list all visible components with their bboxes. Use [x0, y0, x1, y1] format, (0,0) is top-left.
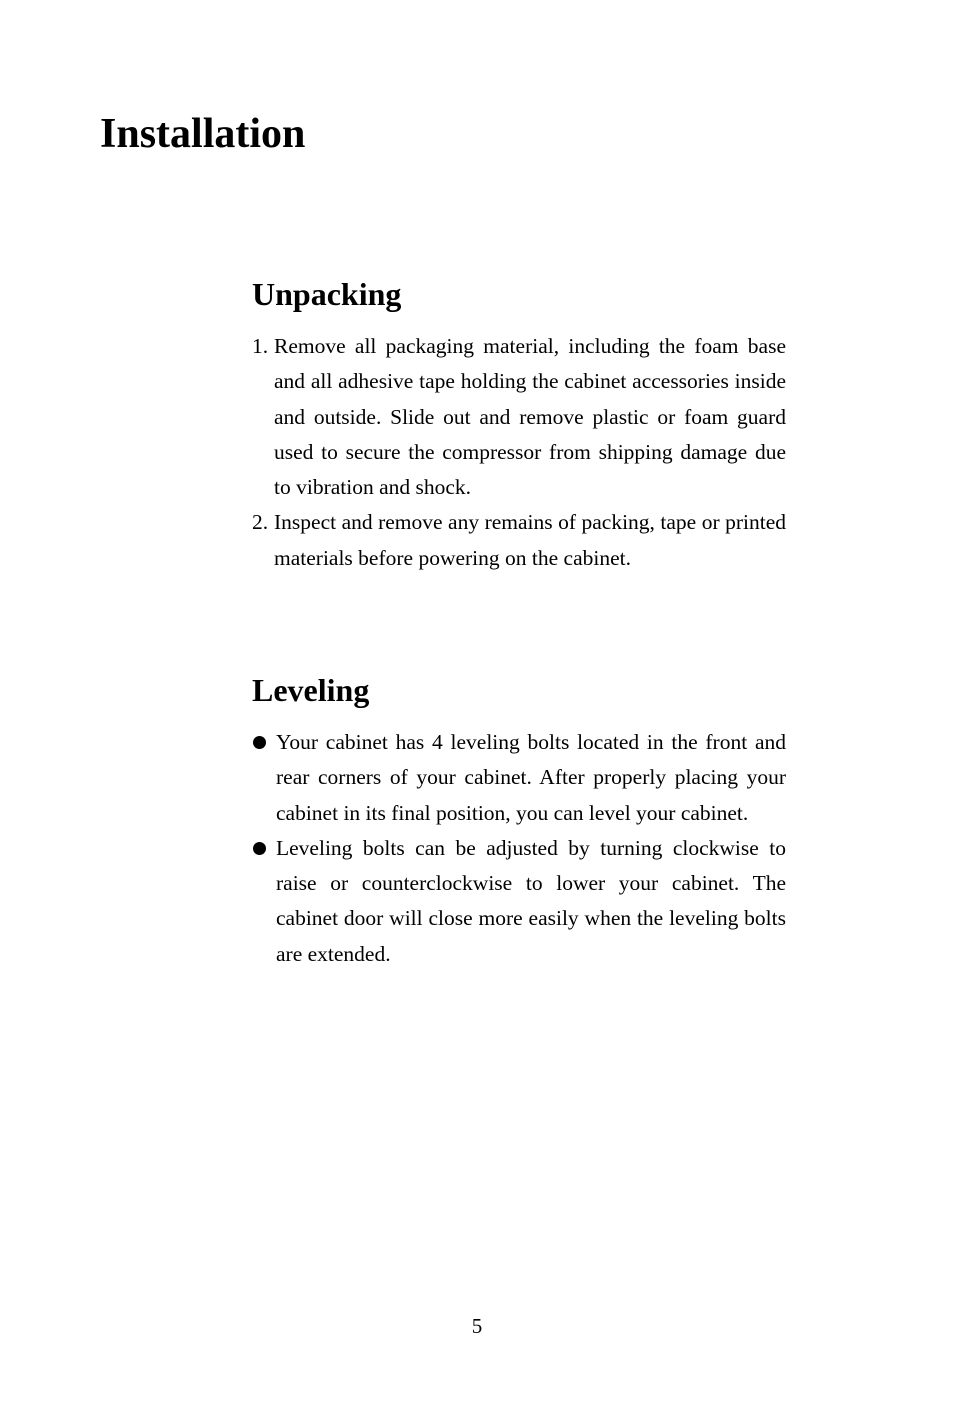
leveling-point [252, 831, 786, 972]
unpacking-heading: Unpacking [252, 276, 402, 312]
step-text: Remove all packaging material, including the foam base and all adhesive tape holding the cabinet accessories inside and outside. Slide out and remove plastic or foam guard used to secure the compressor from shipping damage due to vibration and shock. [274, 334, 786, 500]
unpacking-step [252, 329, 786, 505]
unpacking-section [252, 272, 786, 576]
point-text: Your cabinet has 4 leveling bolts located in the front and rear corners of your cabinet. After properly placing your cabinet in its final position, you can level your cabinet. [276, 730, 786, 825]
step-number: 2. [252, 510, 269, 535]
page-number: 5 [471, 1314, 483, 1338]
step-number: 1. [252, 334, 269, 358]
bullet-icon [253, 736, 266, 749]
leveling-section [252, 668, 786, 972]
leveling-heading: Leveling [252, 672, 370, 708]
leveling-point [252, 725, 786, 831]
bullet-icon [253, 842, 266, 855]
leveling-points [252, 725, 786, 972]
point-text: Leveling bolts can be adjusted by turning clockwise to raise or counterclockwise to lower your cabinet. The cabinet door will close more easily when the leveling bolts are extended. [276, 835, 786, 966]
step-text: Inspect and remove any remains of packing, tape or printed materials before powering on the cabinet. [274, 510, 786, 570]
unpacking-step [252, 505, 786, 576]
unpacking-steps [252, 329, 786, 576]
page-title: Installation [100, 111, 306, 157]
